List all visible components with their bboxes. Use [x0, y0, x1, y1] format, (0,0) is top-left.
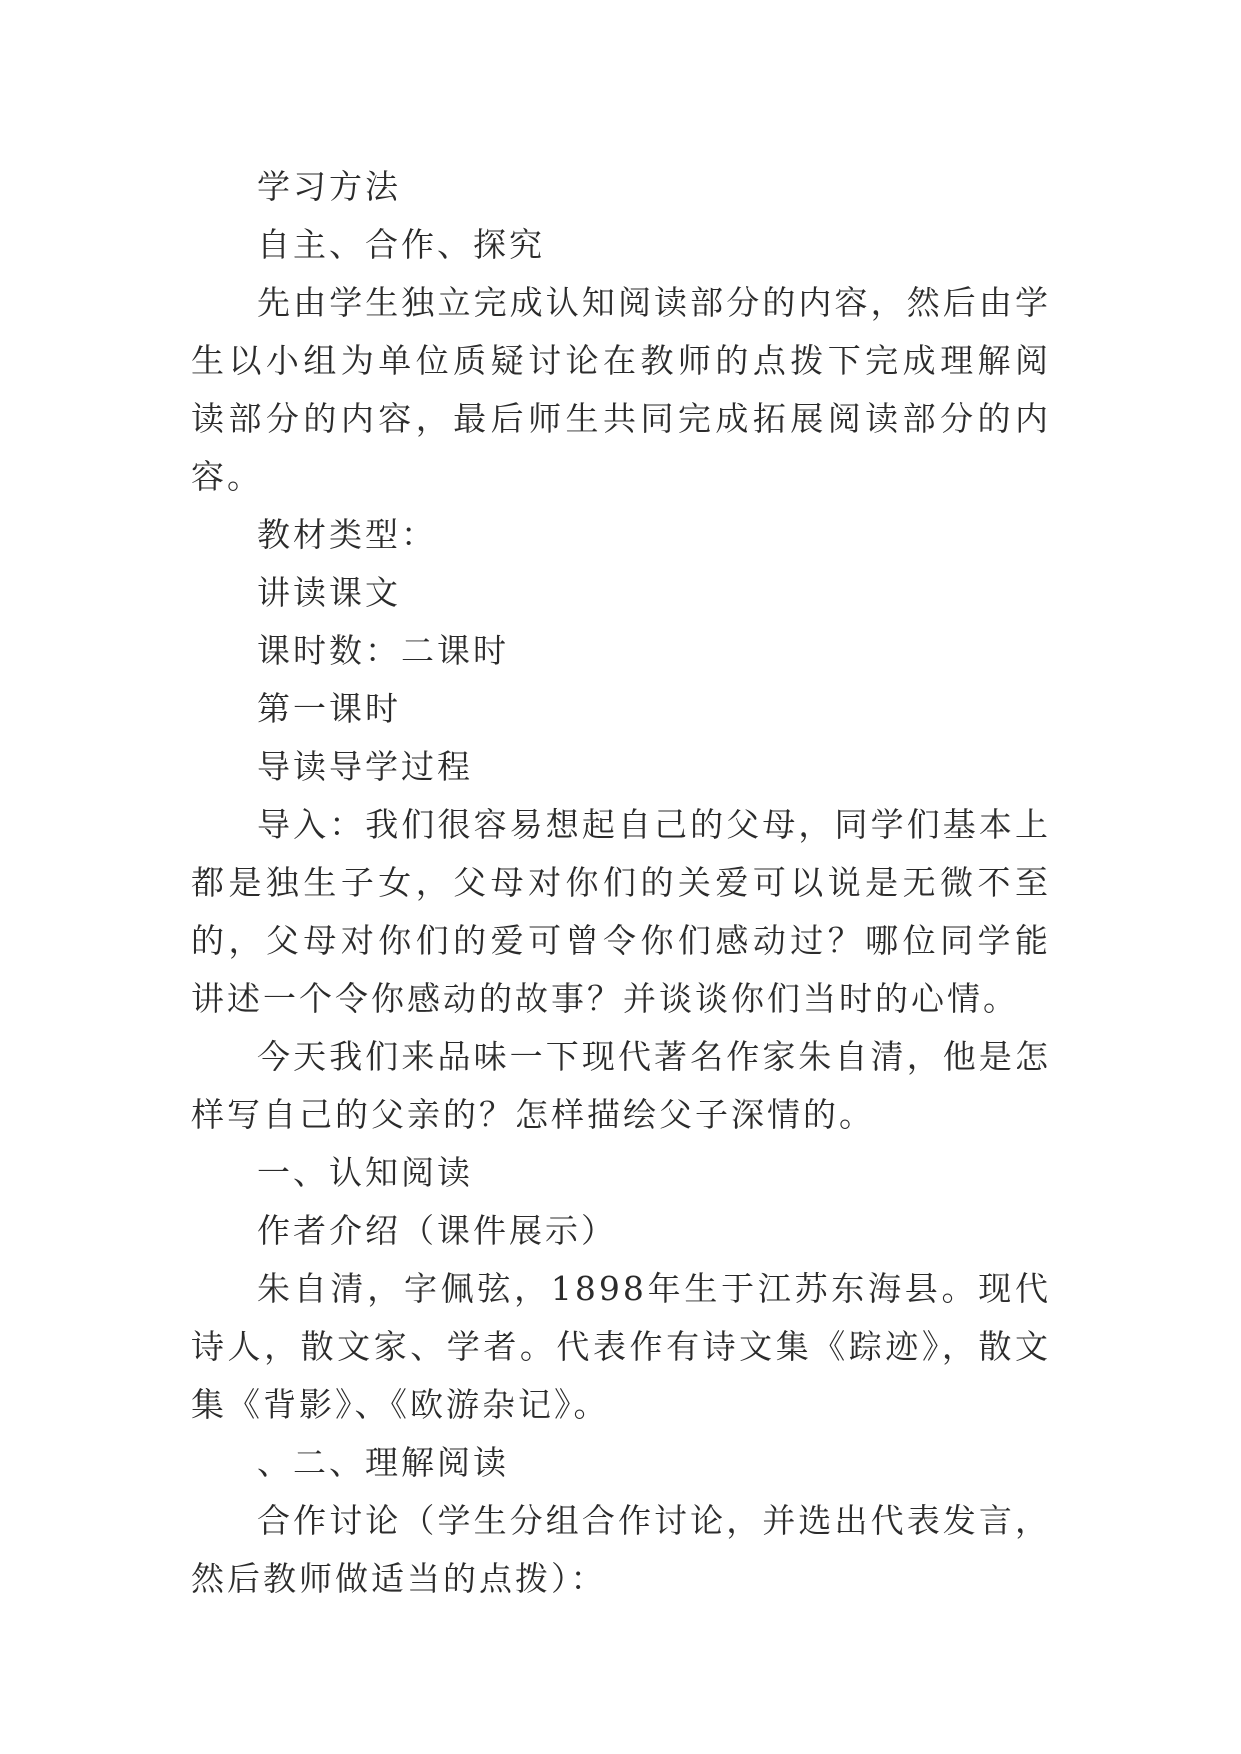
paragraph-cooperative-discussion: 合作讨论（学生分组合作讨论，并选出代表发言，然后教师做适当的点拨）： — [191, 1501, 1051, 1598]
paragraph-study-method: 自主、合作、探究 — [257, 225, 545, 264]
paragraph-material-type: 讲读课文 — [257, 573, 401, 612]
paragraph-class-hours: 课时数：二课时 — [257, 631, 509, 670]
paragraph-study-method-heading: 学习方法 — [257, 167, 401, 206]
paragraph-guided-process-heading: 导读导学过程 — [257, 747, 473, 786]
paragraph-study-method-description: 先由学生独立完成认知阅读部分的内容，然后由学生以小组为单位质疑讨论在教师的点拨下完成理解阅读部分的内容，最后师生共同完成拓展阅读部分的内容。 — [191, 283, 1051, 496]
paragraph-introduction: 导入：我们很容易想起自己的父母，同学们基本上都是独生子女，父母对你们的关爱可以说是无微不至的，父母对你们的爱可曾令你们感动过？哪位同学能讲述一个令你感动的故事？并谈谈你们当时的心情。 — [191, 805, 1051, 1018]
paragraph-first-lesson: 第一课时 — [257, 689, 401, 728]
paragraph-author-intro-heading: 作者介绍（课件展示） — [257, 1211, 617, 1250]
paragraph-today-topic: 今天我们来品味一下现代著名作家朱自清，他是怎样写自己的父亲的？怎样描绘父子深情的。 — [191, 1037, 1051, 1134]
paragraph-section-two-heading: 、二、理解阅读 — [257, 1443, 509, 1482]
paragraph-section-one-heading: 一、认知阅读 — [257, 1153, 473, 1192]
document-page — [191, 158, 1051, 1608]
paragraph-author-intro: 朱自清，字佩弦，1898年生于江苏东海县。现代诗人，散文家、学者。代表作有诗文集《踪迹》，散文集《背影》、《欧游杂记》。 — [191, 1269, 1051, 1424]
paragraph-material-type-heading: 教材类型： — [257, 515, 437, 554]
